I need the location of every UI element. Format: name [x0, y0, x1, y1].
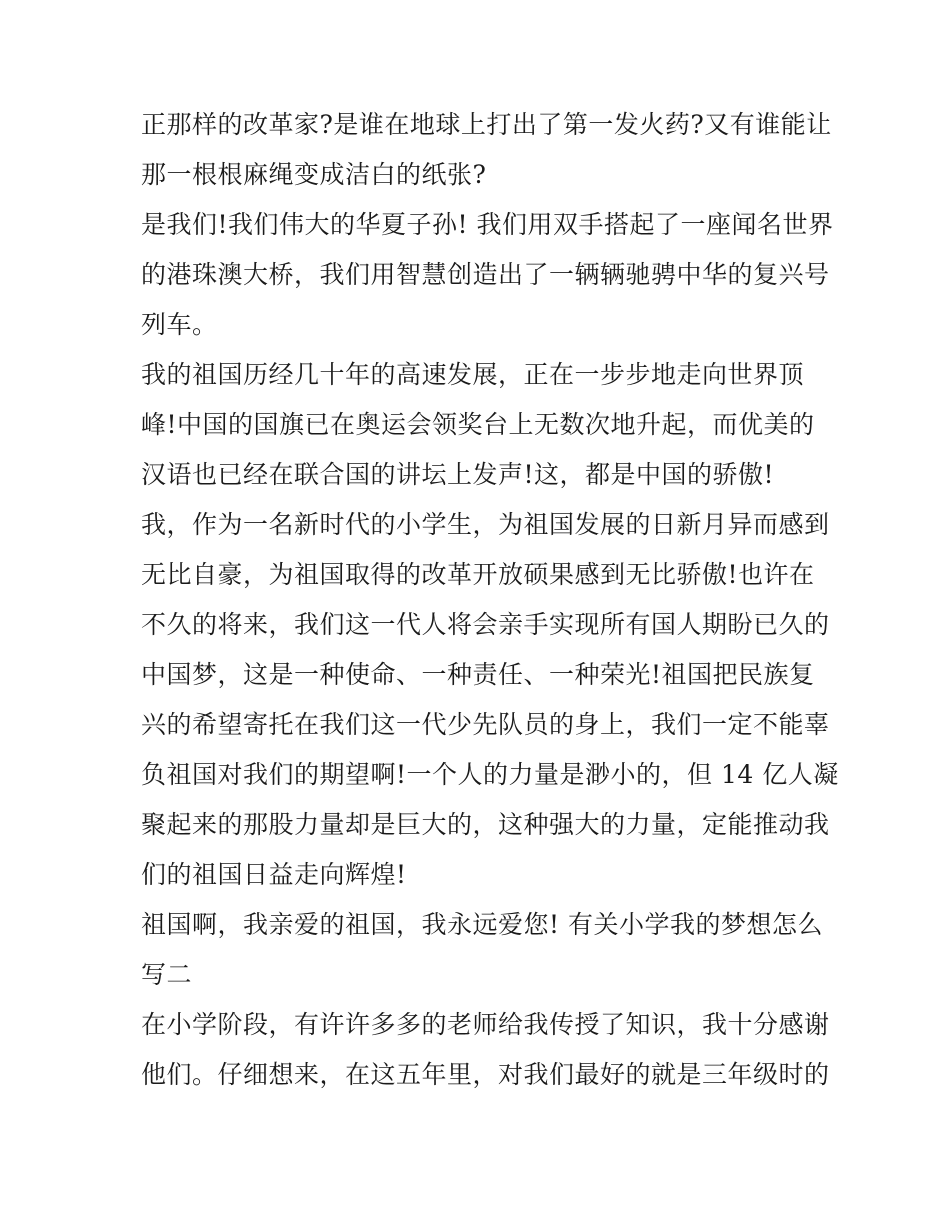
text-line: 无比自豪，为祖国取得的改革开放硕果感到无比骄傲!也许在 — [141, 560, 815, 589]
text-line: 峰!中国的国旗已在奥运会领奖台上无数次地升起，而优美的 — [141, 410, 815, 439]
text-line: 写二 — [141, 960, 193, 989]
text-line: 祖国啊，我亲爱的祖国，我永远爱您! 有关小学我的梦想怎么 — [141, 910, 823, 939]
text-line: 负祖国对我们的期望啊!一个人的力量是渺小的，但 14 亿人凝 — [141, 760, 839, 789]
text-line: 在小学阶段，有许许多多的老师给我传授了知识，我十分感谢 — [141, 1010, 830, 1039]
text-line: 列车。 — [141, 310, 218, 339]
text-line: 那一根根麻绳变成洁白的纸张? — [141, 160, 487, 189]
text-line: 是我们!我们伟大的华夏子孙! 我们用双手搭起了一座闻名世界 — [141, 210, 834, 239]
text-line: 中国梦，这是一种使命、一种责任、一种荣光!祖国把民族复 — [141, 660, 815, 689]
text-line: 们的祖国日益走向辉煌! — [141, 860, 407, 889]
text-line: 兴的希望寄托在我们这一代少先队员的身上，我们一定不能辜 — [141, 710, 830, 739]
text-line: 我的祖国历经几十年的高速发展，正在一步步地走向世界顶 — [141, 360, 805, 389]
text-line: 我，作为一名新时代的小学生，为祖国发展的日新月异而感到 — [141, 510, 830, 539]
text-line: 他们。仔细想来，在这五年里，对我们最好的就是三年级时的 — [141, 1060, 830, 1089]
text-line: 汉语也已经在联合国的讲坛上发声!这，都是中国的骄傲! — [141, 460, 775, 489]
document-body — [141, 100, 839, 1100]
text-line: 不久的将来，我们这一代人将会亲手实现所有国人期盼已久的 — [141, 610, 830, 639]
text-line: 正那样的改革家?是谁在地球上打出了第一发火药?又有谁能让 — [141, 110, 832, 139]
text-line: 聚起来的那股力量却是巨大的，这种强大的力量，定能推动我 — [141, 810, 830, 839]
text-line: 的港珠澳大桥，我们用智慧创造出了一辆辆驰骋中华的复兴号 — [141, 260, 830, 289]
